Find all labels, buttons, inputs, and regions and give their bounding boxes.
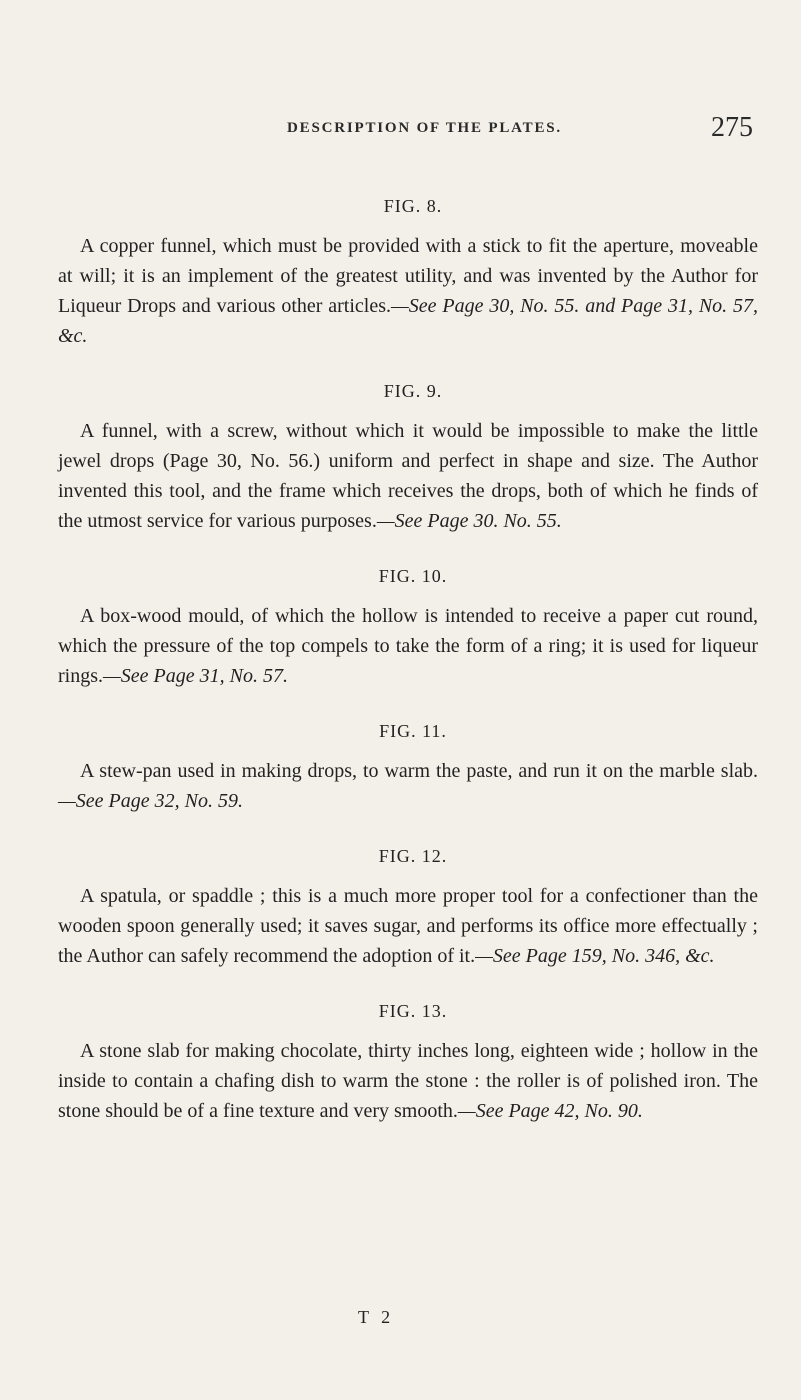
fig-11-description (58, 756, 758, 816)
fig-9-reference: —See Page 30. No. 55. (376, 510, 562, 532)
fig-12-heading: FIG. 12. (378, 846, 448, 866)
fig-12-description (58, 881, 758, 971)
fig-10-heading: FIG. 10. (378, 566, 448, 586)
fig-12-section (58, 846, 758, 971)
fig-13-text: A stone slab for making chocolate, thirty inches long, eighteen wide ; hollow in the inside to contain a chafing dish to warm the stone : the roller is of polished iron. The stone should be of a fine texture and very smooth. (58, 1040, 758, 1122)
fig-9-description (58, 416, 758, 536)
fig-12-reference: —See Page 159, No. 346, &c. (475, 945, 715, 967)
fig-13-heading: FIG. 13. (378, 1001, 448, 1021)
fig-10-description (58, 601, 758, 691)
text-block (58, 196, 758, 1156)
fig-8-reference: —See Page 30, No. 55. and Page 31, No. 57, &c. (58, 295, 759, 347)
fig-10-reference: —See Page 31, No. 57. (103, 665, 288, 687)
fig-13-section (58, 1001, 758, 1126)
fig-11-section (58, 721, 758, 816)
fig-9-text: A funnel, with a screw, without which it would be impossible to make the little jewel drops (Page 30, No. 56.) uniform and perfect in shape and size. The Author invented this tool, and the frame which receives the drops, both of which he finds of the utmost service for various purposes. (58, 420, 758, 532)
fig-13-reference: —See Page 42, No. 90. (457, 1100, 643, 1122)
fig-11-heading: FIG. 11. (379, 721, 447, 741)
fig-10-section (58, 566, 758, 691)
page-number: 275 (711, 112, 753, 143)
running-head (96, 112, 753, 146)
fig-9-heading: FIG. 9. (383, 381, 443, 401)
fig-8-section (58, 196, 758, 351)
fig-11-text: A stew-pan used in making drops, to warm the paste, and run it on the marble slab. (80, 760, 758, 782)
fig-9-section (58, 381, 758, 536)
fig-8-description (58, 231, 758, 351)
fig-13-description (58, 1036, 758, 1126)
signature-mark: T 2 (358, 1307, 395, 1327)
fig-10-text: A box-wood mould, of which the hollow is intended to receive a paper cut round, which the pressure of the top compels to take the form of a ring; it is used for liqueur rings. (58, 605, 758, 687)
fig-11-reference: —See Page 32, No. 59. (58, 790, 243, 812)
fig-12-text: A spatula, or spaddle ; this is a much more proper tool for a confectioner than the wooden spoon generally used; it saves sugar, and performs its office more effectually ; the Author can safely recommend the adoption of it. (58, 885, 758, 967)
fig-8-heading: FIG. 8. (383, 196, 443, 216)
fig-8-text: A copper funnel, which must be provided with a stick to fit the aperture, moveable at will; it is an implement of the greatest utility, and was invented by the Author for Liqueur Drops and various other articles. (58, 235, 758, 317)
running-title: DESCRIPTION OF THE PLATES. (287, 120, 562, 136)
